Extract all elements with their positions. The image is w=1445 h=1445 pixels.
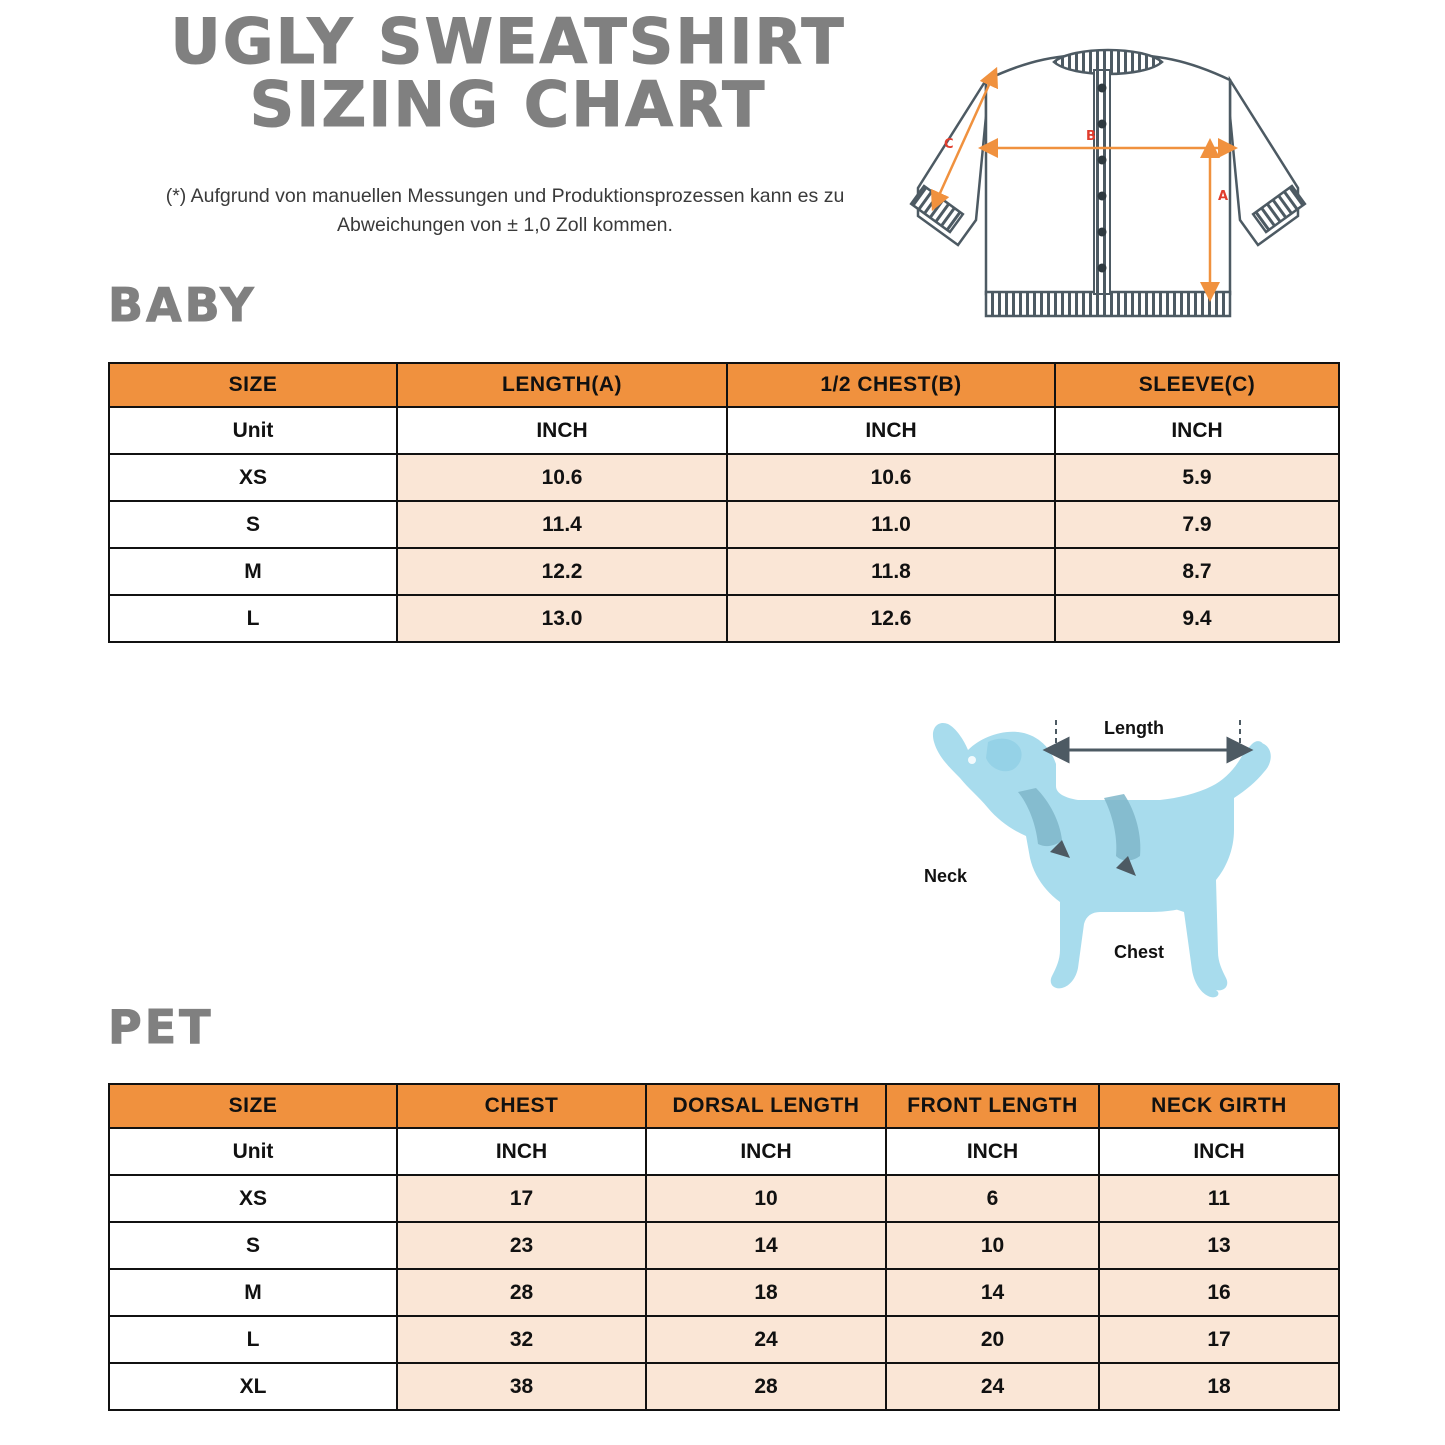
- unit-value: INCH: [1099, 1128, 1339, 1175]
- size-label: XL: [109, 1363, 397, 1410]
- dog-measurement-diagram: [860, 690, 1330, 1030]
- length-label: Length: [1104, 718, 1164, 738]
- size-label: XS: [109, 454, 397, 501]
- column-header: SLEEVE(C): [1055, 363, 1339, 407]
- column-header: NECK GIRTH: [1099, 1084, 1339, 1128]
- size-value: 20: [886, 1316, 1099, 1363]
- table-row: [109, 1128, 1339, 1175]
- column-header: LENGTH(A): [397, 363, 727, 407]
- dog-silhouette: [933, 723, 1271, 997]
- table-row: [109, 1363, 1339, 1410]
- size-value: 14: [886, 1269, 1099, 1316]
- size-label: M: [109, 548, 397, 595]
- size-value: 10: [646, 1175, 886, 1222]
- column-header: SIZE: [109, 1084, 397, 1128]
- column-header: DORSAL LENGTH: [646, 1084, 886, 1128]
- unit-value: INCH: [397, 1128, 646, 1175]
- size-value: 9.4: [1055, 595, 1339, 642]
- size-value: 7.9: [1055, 501, 1339, 548]
- table-row: [109, 407, 1339, 454]
- measure-b-label: B: [1086, 129, 1096, 144]
- size-value: 28: [397, 1269, 646, 1316]
- table-row: [109, 501, 1339, 548]
- size-value: 12.2: [397, 548, 727, 595]
- sweater-measurement-diagram: [858, 20, 1358, 340]
- measure-a-label: A: [1218, 189, 1229, 204]
- table-header-row: [109, 363, 1339, 407]
- table-row: [109, 1269, 1339, 1316]
- size-value: 11.4: [397, 501, 727, 548]
- size-value: 10.6: [727, 454, 1055, 501]
- unit-value: INCH: [646, 1128, 886, 1175]
- size-value: 11.8: [727, 548, 1055, 595]
- measure-c-label: C: [944, 137, 954, 152]
- table-row: [109, 1316, 1339, 1363]
- length-measure: [1056, 718, 1240, 754]
- size-value: 12.6: [727, 595, 1055, 642]
- table-row: [109, 1222, 1339, 1269]
- size-label: L: [109, 595, 397, 642]
- page-title-line1: UGLY SWEATSHIRT: [170, 5, 846, 78]
- size-value: 17: [1099, 1316, 1339, 1363]
- size-value: 24: [886, 1363, 1099, 1410]
- unit-value: INCH: [397, 407, 727, 454]
- size-value: 5.9: [1055, 454, 1339, 501]
- size-value: 10.6: [397, 454, 727, 501]
- size-value: 10: [886, 1222, 1099, 1269]
- section-heading-baby: BABY: [108, 278, 257, 332]
- size-value: 11.0: [727, 501, 1055, 548]
- table-row: [109, 595, 1339, 642]
- column-header: FRONT LENGTH: [886, 1084, 1099, 1128]
- size-value: 18: [1099, 1363, 1339, 1410]
- table-row: [109, 454, 1339, 501]
- size-value: 13.0: [397, 595, 727, 642]
- size-value: 23: [397, 1222, 646, 1269]
- table-row: [109, 548, 1339, 595]
- size-value: 8.7: [1055, 548, 1339, 595]
- size-label: XS: [109, 1175, 397, 1222]
- size-value: 14: [646, 1222, 886, 1269]
- size-value: 24: [646, 1316, 886, 1363]
- table-row: [109, 1175, 1339, 1222]
- neck-label: Neck: [924, 866, 968, 886]
- size-value: 13: [1099, 1222, 1339, 1269]
- size-value: 38: [397, 1363, 646, 1410]
- size-label: M: [109, 1269, 397, 1316]
- disclaimer-text: (*) Aufgrund von manuellen Messungen und Produktionsprozessen kann es zu Abweichungen von ± 1,0 Zoll kommen.: [165, 185, 845, 237]
- unit-label: Unit: [109, 407, 397, 454]
- section-heading-pet: PET: [108, 1000, 214, 1054]
- table-header-row: [109, 1084, 1339, 1128]
- sweater-outline: [911, 50, 1305, 316]
- page-title: [118, 5, 898, 142]
- chest-label: Chest: [1114, 942, 1165, 962]
- page-title-line2: SIZING CHART: [249, 68, 767, 142]
- unit-label: Unit: [109, 1128, 397, 1175]
- size-value: 6: [886, 1175, 1099, 1222]
- size-value: 28: [646, 1363, 886, 1410]
- size-value: 18: [646, 1269, 886, 1316]
- size-value: 16: [1099, 1269, 1339, 1316]
- size-label: S: [109, 1222, 397, 1269]
- size-label: S: [109, 501, 397, 548]
- size-value: 11: [1099, 1175, 1339, 1222]
- column-header: CHEST: [397, 1084, 646, 1128]
- unit-value: INCH: [1055, 407, 1339, 454]
- size-label: L: [109, 1316, 397, 1363]
- unit-value: INCH: [886, 1128, 1099, 1175]
- pet-size-table: [108, 1083, 1340, 1411]
- baby-size-table: [108, 362, 1340, 643]
- size-value: 17: [397, 1175, 646, 1222]
- unit-value: INCH: [727, 407, 1055, 454]
- size-value: 32: [397, 1316, 646, 1363]
- column-header: 1/2 CHEST(B): [727, 363, 1055, 407]
- column-header: SIZE: [109, 363, 397, 407]
